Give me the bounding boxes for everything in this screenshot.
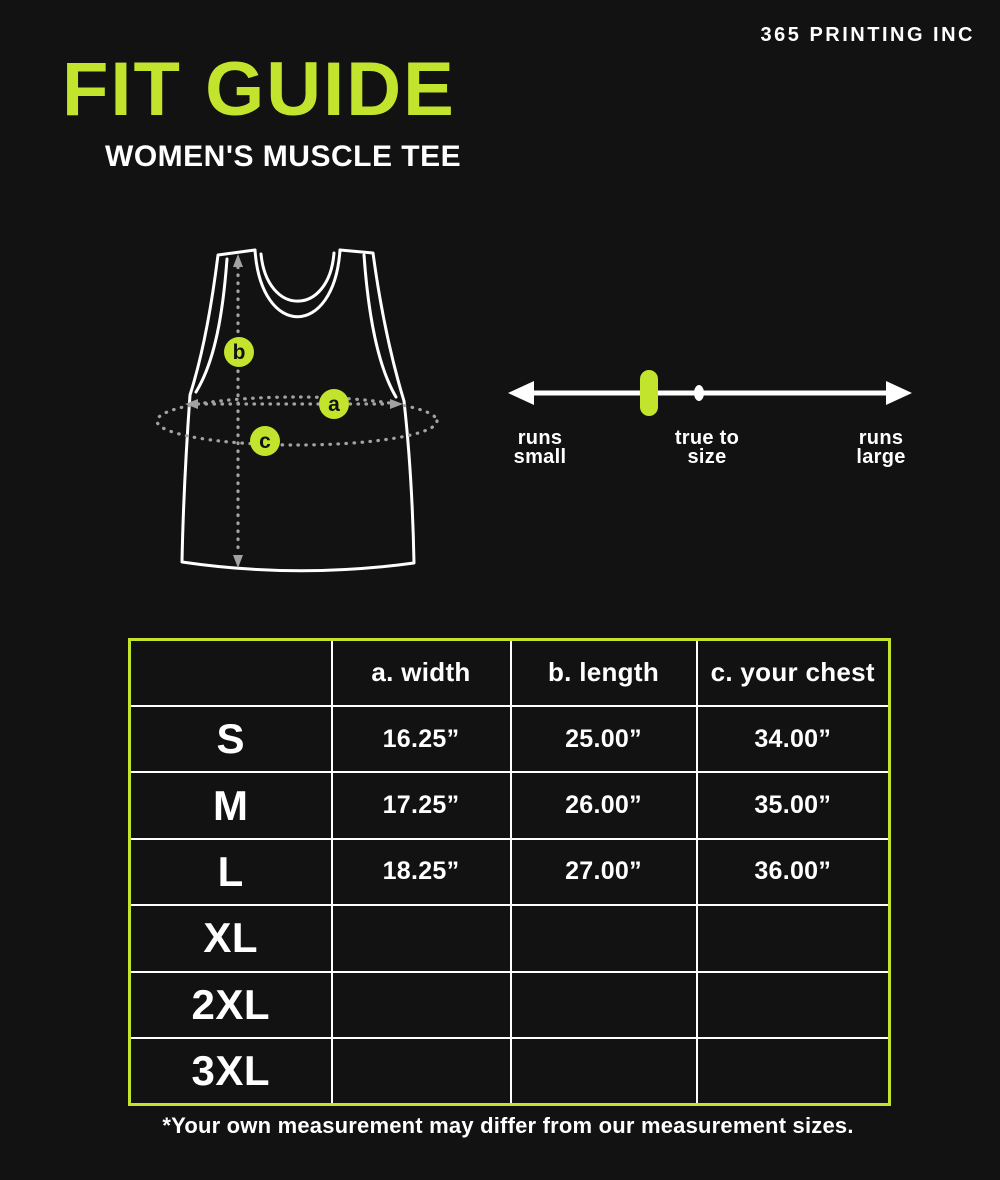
down-arrowhead-icon bbox=[233, 555, 243, 568]
tee-outline bbox=[182, 250, 414, 571]
label-line: runs bbox=[517, 427, 563, 449]
table-row bbox=[130, 972, 890, 1038]
chest-column-header: c. your chest bbox=[697, 640, 890, 706]
measurement-lines bbox=[157, 267, 437, 555]
label-line: true to bbox=[674, 427, 740, 449]
marker-c-label: c bbox=[259, 430, 271, 453]
marker-b-label: b bbox=[232, 341, 246, 364]
footnote: *Your own measurement may differ from our measurement sizes. bbox=[162, 1113, 854, 1138]
length-value: 27.00” bbox=[511, 839, 697, 905]
label-line: runs bbox=[858, 427, 904, 449]
size-table bbox=[128, 638, 891, 1106]
true-to-size-label bbox=[655, 429, 759, 467]
table-header-row bbox=[130, 640, 890, 706]
chest-value: 35.00” bbox=[697, 772, 890, 838]
tee-diagram bbox=[140, 225, 480, 585]
table-row bbox=[130, 1038, 890, 1104]
runs-small-label bbox=[502, 429, 578, 467]
size-label: M bbox=[130, 772, 332, 838]
page-title: FIT GUIDE bbox=[62, 47, 456, 132]
fit-slider-pill bbox=[640, 370, 658, 416]
label-line: size bbox=[687, 446, 727, 468]
length-value: 25.00” bbox=[511, 706, 697, 772]
size-label: XL bbox=[130, 905, 332, 971]
scale-left-arrowhead-icon bbox=[508, 381, 534, 405]
right-arrowhead-icon bbox=[390, 399, 403, 409]
length-value bbox=[511, 972, 697, 1038]
chest-value: 34.00” bbox=[697, 706, 890, 772]
chest-value bbox=[697, 905, 890, 971]
right-armhole-seam bbox=[364, 255, 396, 397]
width-value: 17.25” bbox=[332, 772, 511, 838]
width-value bbox=[332, 905, 511, 971]
left-arrowhead-icon bbox=[185, 399, 198, 409]
fit-scale bbox=[500, 358, 960, 428]
neckline-inner bbox=[261, 253, 334, 301]
table-row bbox=[130, 839, 890, 905]
table-row bbox=[130, 706, 890, 772]
label-line: large bbox=[856, 446, 906, 468]
table-row bbox=[130, 905, 890, 971]
size-label: 3XL bbox=[130, 1038, 332, 1104]
width-value: 16.25” bbox=[332, 706, 511, 772]
chest-value: 36.00” bbox=[697, 839, 890, 905]
tee-silhouette bbox=[182, 250, 414, 571]
marker-a-label: a bbox=[328, 393, 340, 416]
runs-large-label bbox=[843, 429, 919, 467]
width-value bbox=[332, 1038, 511, 1104]
size-column-header bbox=[130, 640, 332, 706]
center-tick-dot bbox=[694, 385, 704, 401]
length-column-header: b. length bbox=[511, 640, 697, 706]
left-armhole-seam bbox=[196, 259, 227, 392]
length-value: 26.00” bbox=[511, 772, 697, 838]
size-label: 2XL bbox=[130, 972, 332, 1038]
chest-value bbox=[697, 1038, 890, 1104]
size-label: L bbox=[130, 839, 332, 905]
length-value bbox=[511, 1038, 697, 1104]
width-value: 18.25” bbox=[332, 839, 511, 905]
scale-right-arrowhead-icon bbox=[886, 381, 912, 405]
brand-text: 365 PRINTING INC bbox=[760, 24, 975, 46]
neckline-outer bbox=[255, 250, 340, 317]
chest-value bbox=[697, 972, 890, 1038]
up-arrowhead-icon bbox=[233, 254, 243, 267]
size-label: S bbox=[130, 706, 332, 772]
subtitle: WOMEN'S MUSCLE TEE bbox=[105, 140, 462, 173]
label-line: small bbox=[513, 446, 567, 468]
width-value bbox=[332, 972, 511, 1038]
table-row bbox=[130, 772, 890, 838]
length-value bbox=[511, 905, 697, 971]
size-table-container bbox=[128, 638, 891, 1106]
width-column-header: a. width bbox=[332, 640, 511, 706]
